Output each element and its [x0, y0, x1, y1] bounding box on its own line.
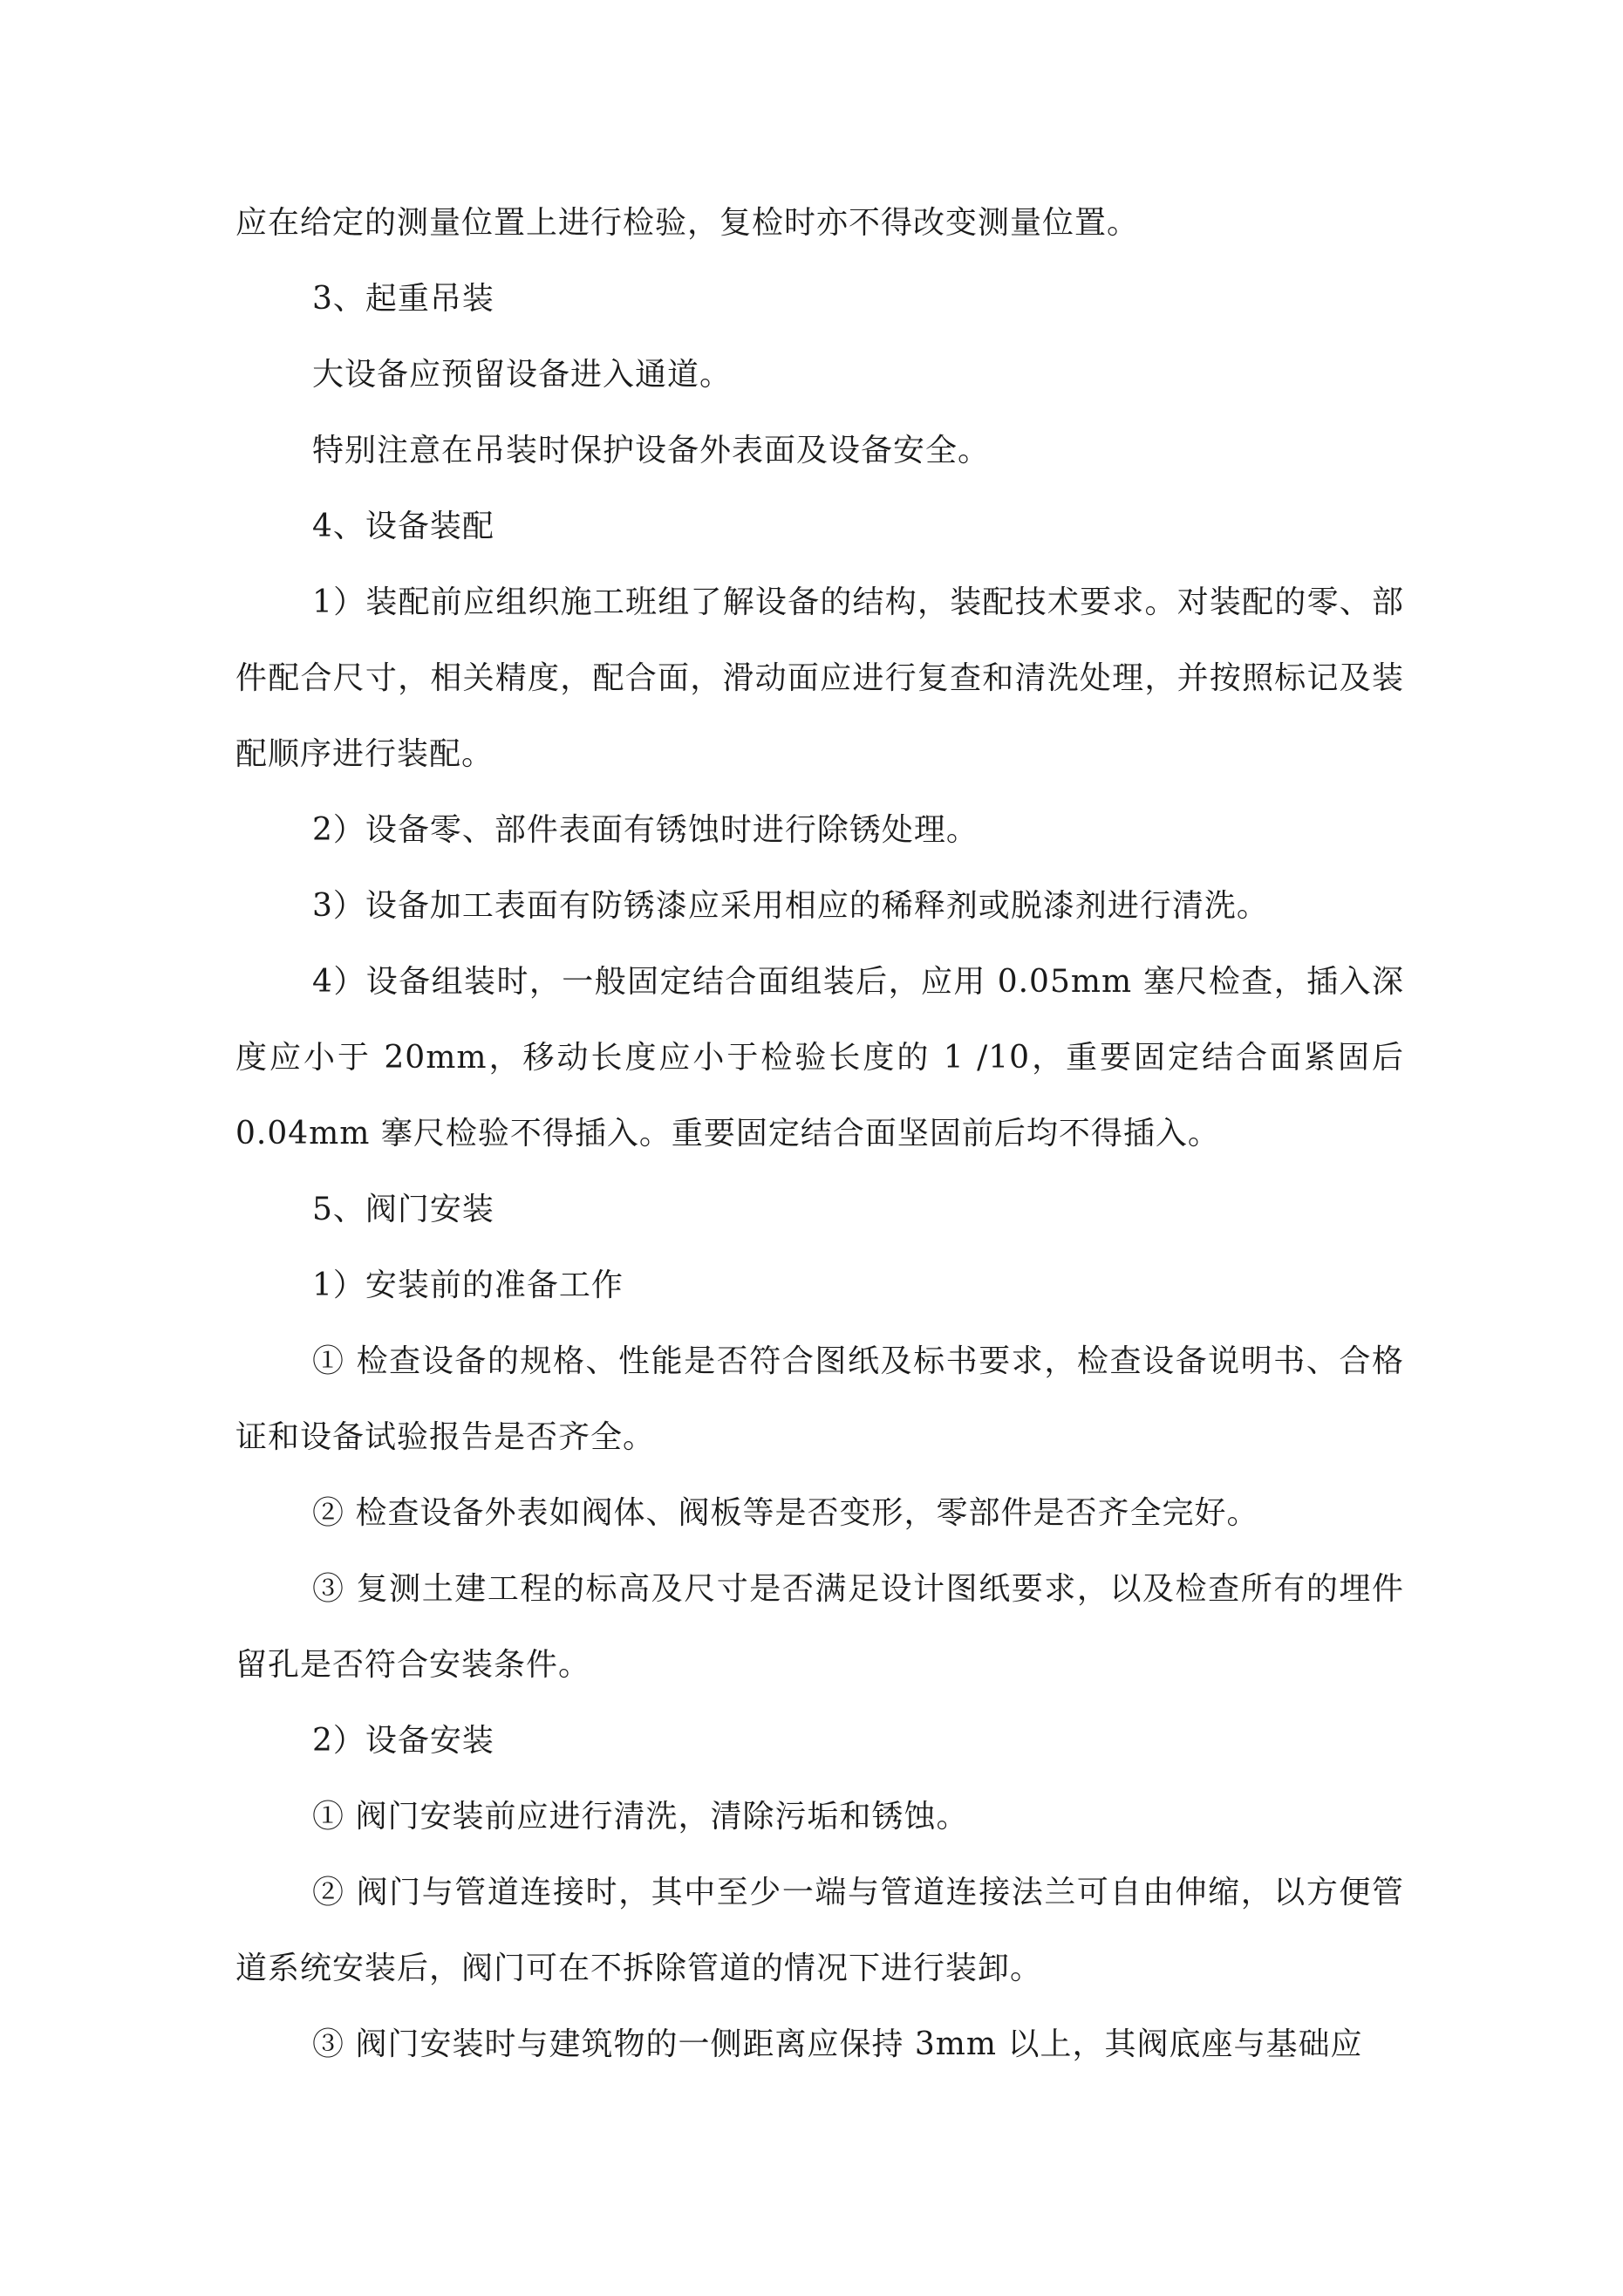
paragraph: ② 阀门与管道连接时，其中至少一端与管道连接法兰可自由伸缩，以方便管道系统安装后，阀门可在不拆除管道的情况下进行装卸。: [235, 1875, 1404, 1986]
document-body: [235, 185, 1404, 2082]
paragraph: ② 检查设备外表如阀体、阀板等是否变形，零部件是否齐全完好。: [312, 1495, 1259, 1531]
paragraph: 2）设备零、部件表面有锈蚀时进行除锈处理。: [312, 812, 979, 848]
paragraph: 应在给定的测量位置上进行检验，复检时亦不得改变测量位置。: [235, 205, 1140, 241]
section-heading: 5、阀门安装: [312, 1192, 494, 1227]
subsection-heading: 1）安装前的准备工作: [312, 1268, 624, 1303]
paragraph: ③ 阀门安装时与建筑物的一侧距离应保持 3mm 以上，其阀底座与基础应: [312, 2026, 1363, 2062]
paragraph: 大设备应预留设备进入通道。: [312, 357, 733, 393]
paragraph: 特别注意在吊装时保护设备外表面及设备安全。: [312, 433, 991, 468]
section-heading: 4、设备装配: [312, 509, 494, 544]
paragraph: 3）设备加工表面有防锈漆应采用相应的稀释剂或脱漆剂进行清洗。: [312, 888, 1269, 924]
paragraph: ① 检查设备的规格、性能是否符合图纸及标书要求，检查设备说明书、合格证和设备试验报告是否齐全。: [235, 1343, 1404, 1455]
paragraph: ① 阀门安装前应进行清洗，清除污垢和锈蚀。: [312, 1799, 969, 1835]
paragraph: ③ 复测土建工程的标高及尺寸是否满足设计图纸要求，以及检查所有的埋件留孔是否符合安装条件。: [235, 1571, 1404, 1683]
subsection-heading: 2）设备安装: [312, 1723, 494, 1759]
paragraph: 1）装配前应组织施工班组了解设备的结构，装配技术要求。对装配的零、部件配合尺寸，相关精度，配合面，滑动面应进行复查和清洗处理，并按照标记及装配顺序进行装配。: [235, 584, 1404, 772]
section-heading: 3、起重吊装: [312, 281, 494, 317]
paragraph: 4）设备组装时，一般固定结合面组装后，应用 0.05mm 塞尺检查，插入深度应小于 20mm，移动长度应小于检验长度的 1 /10，重要固定结合面紧固后 0.04mm 搴尺检验不得插入。重要固定结合面坚固前后均不得插入。: [235, 964, 1404, 1151]
